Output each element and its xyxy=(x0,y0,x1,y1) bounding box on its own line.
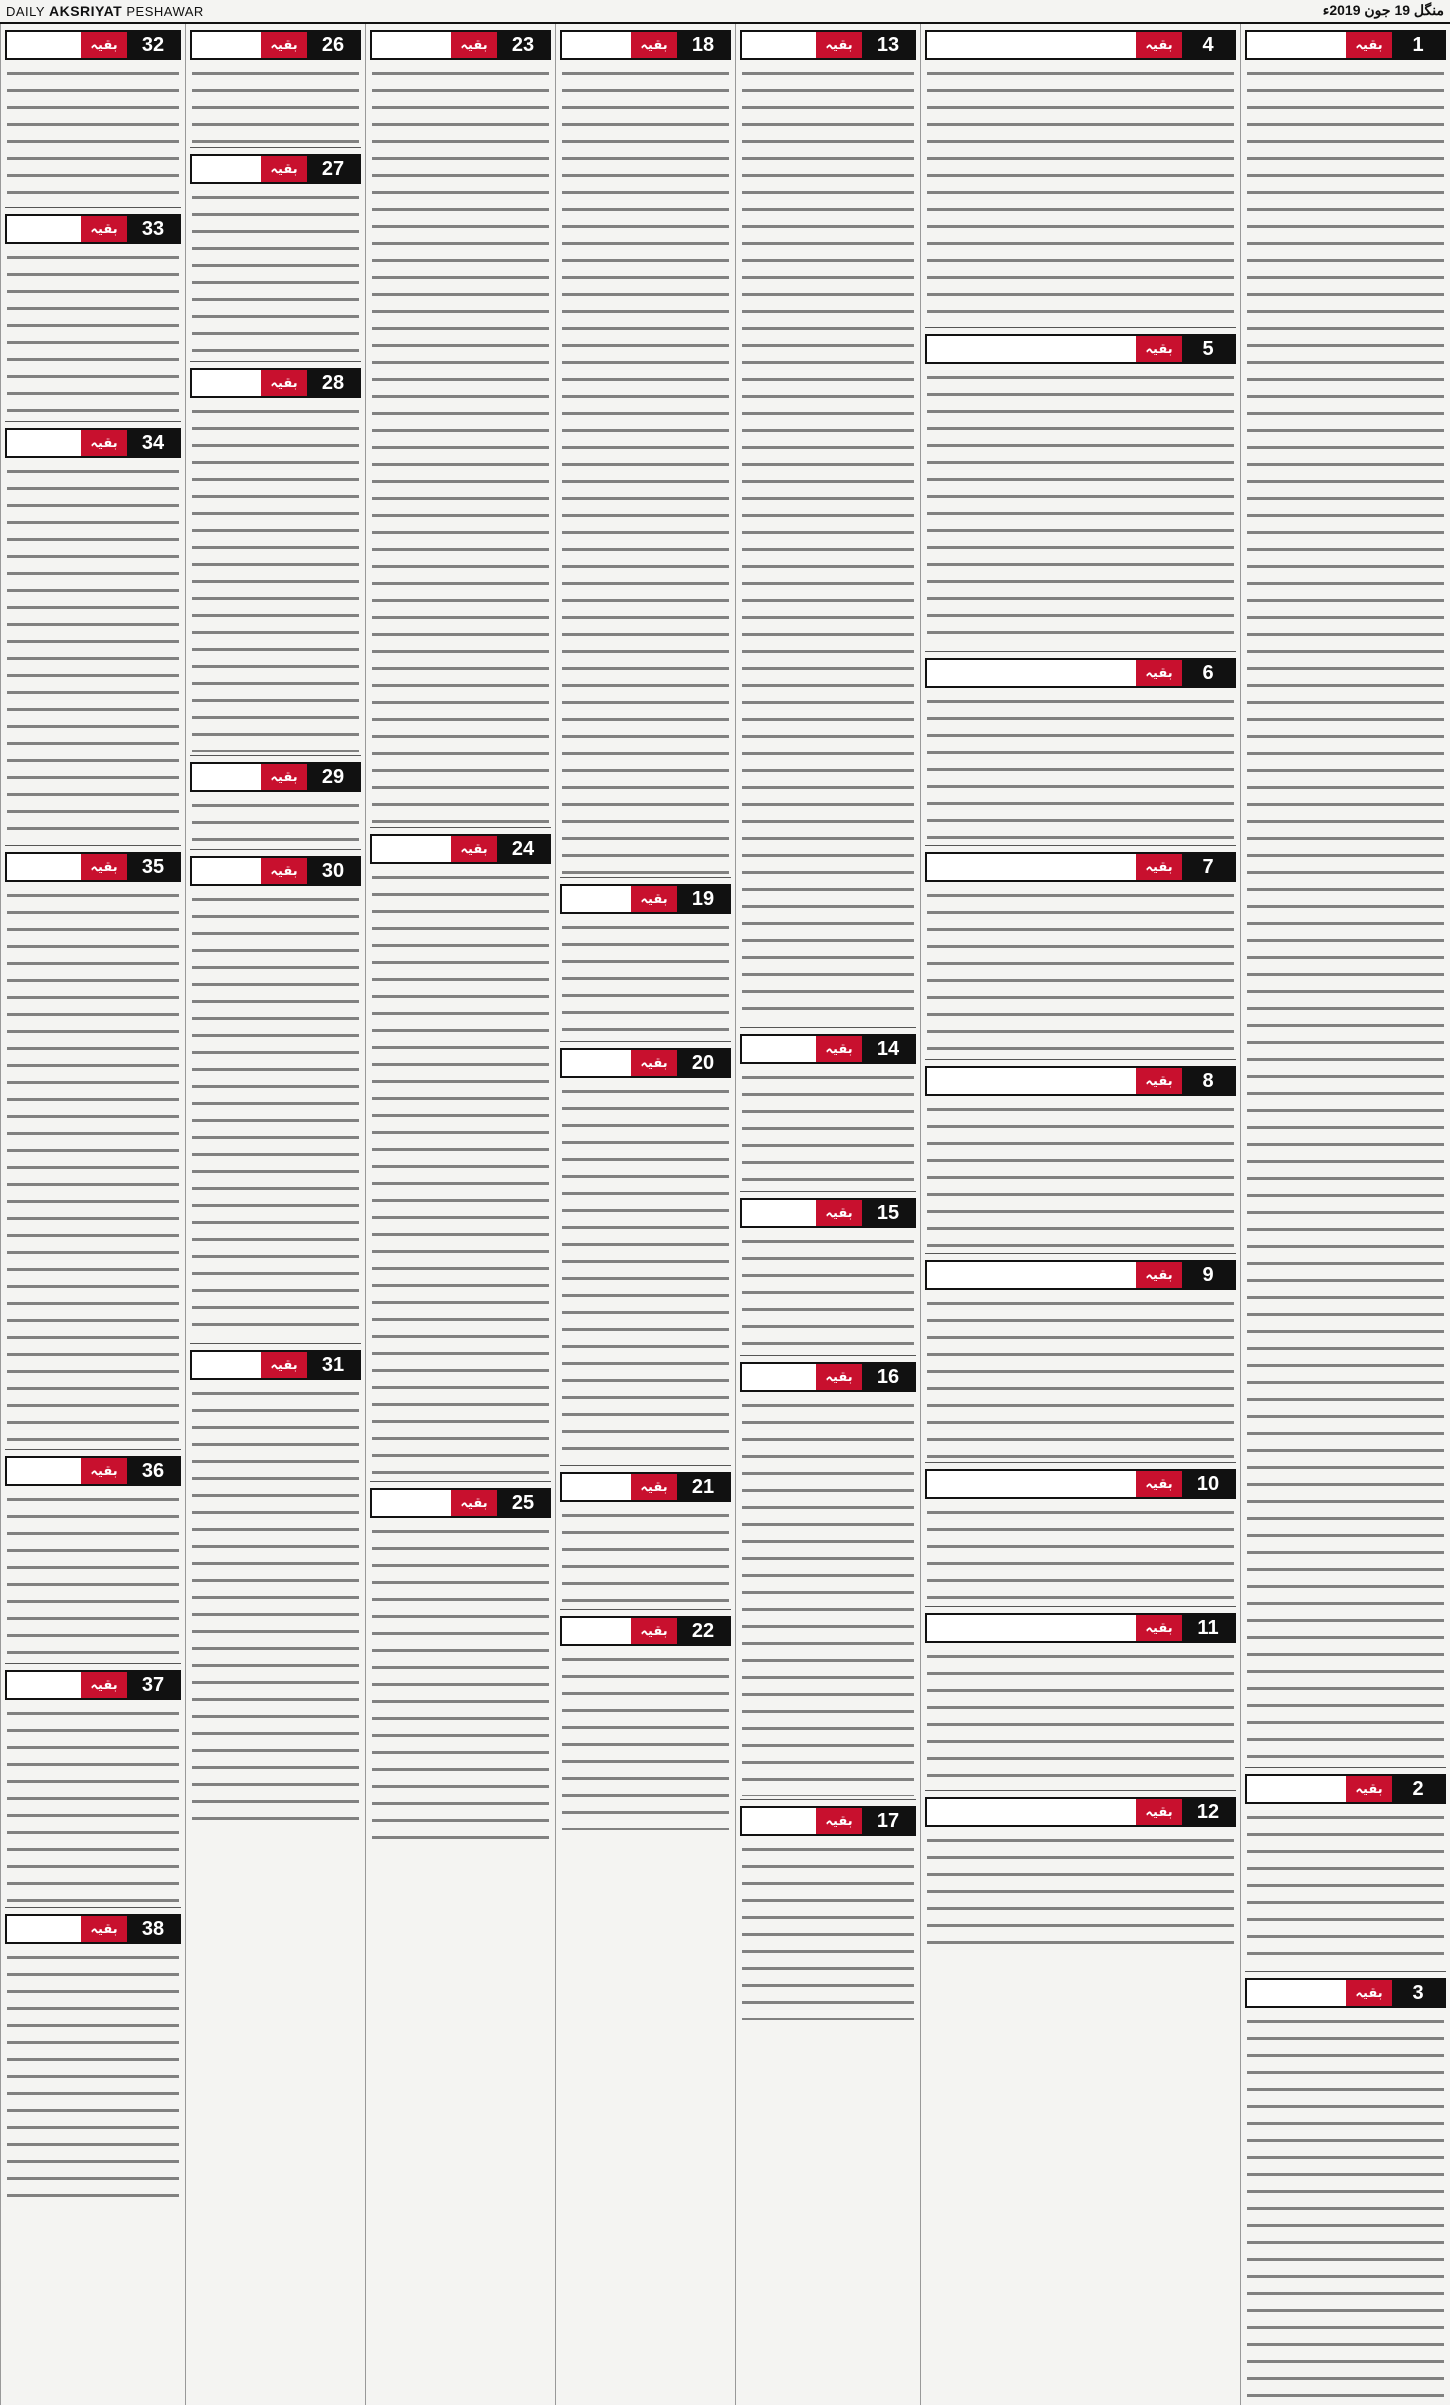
story-number: 11 xyxy=(1182,1615,1234,1641)
header-spacer xyxy=(742,1200,816,1226)
story-body-text xyxy=(927,368,1234,648)
continuation-header xyxy=(5,1456,181,1486)
header-spacer xyxy=(562,886,631,912)
story-7 xyxy=(921,852,1240,1056)
story-divider xyxy=(5,421,181,422)
story-number: 6 xyxy=(1182,660,1234,686)
continued-badge: بقیہ xyxy=(81,1672,127,1698)
header-spacer xyxy=(192,32,261,58)
story-body-text xyxy=(372,1522,549,1842)
column-5 xyxy=(365,24,555,2405)
continued-badge: بقیہ xyxy=(1136,1615,1182,1641)
story-body-text xyxy=(562,918,729,1038)
continued-badge: بقیہ xyxy=(451,836,497,862)
continuation-header xyxy=(5,428,181,458)
story-divider xyxy=(560,1609,731,1610)
story-9 xyxy=(921,1260,1240,1459)
story-19 xyxy=(556,884,735,1038)
story-divider xyxy=(5,207,181,208)
story-divider xyxy=(560,877,731,878)
story-number: 2 xyxy=(1392,1776,1444,1802)
story-10 xyxy=(921,1469,1240,1603)
story-number: 13 xyxy=(862,32,914,58)
story-divider xyxy=(190,1343,361,1344)
paper-city: PESHAWAR xyxy=(126,4,204,19)
story-body-text xyxy=(742,64,914,1024)
continued-badge: بقیہ xyxy=(631,32,677,58)
story-body-text xyxy=(562,1650,729,1830)
continuation-header xyxy=(370,834,551,864)
story-body-text xyxy=(192,1384,359,1824)
continued-badge: بقیہ xyxy=(631,1474,677,1500)
story-32 xyxy=(1,30,185,204)
continued-badge: بقیہ xyxy=(1136,660,1182,686)
story-body-text xyxy=(742,1068,914,1188)
header-spacer xyxy=(7,1672,81,1698)
continuation-header xyxy=(190,154,361,184)
story-body-text xyxy=(927,64,1234,324)
continuation-header xyxy=(740,1198,916,1228)
story-number: 36 xyxy=(127,1458,179,1484)
story-divider xyxy=(925,1790,1236,1791)
header-spacer xyxy=(562,1050,631,1076)
continued-badge: بقیہ xyxy=(631,1618,677,1644)
continuation-header xyxy=(190,30,361,60)
story-34 xyxy=(1,428,185,842)
continuation-header xyxy=(1245,1978,1446,2008)
story-divider xyxy=(925,327,1236,328)
story-2 xyxy=(1241,1774,1450,1968)
story-33 xyxy=(1,214,185,418)
header-spacer xyxy=(7,216,81,242)
story-8 xyxy=(921,1066,1240,1250)
masthead xyxy=(0,0,1450,24)
continued-badge: بقیہ xyxy=(1346,32,1392,58)
header-spacer xyxy=(1247,1980,1346,2006)
story-27 xyxy=(186,154,365,358)
column-7 xyxy=(0,24,185,2405)
story-38 xyxy=(1,1914,185,2208)
story-number: 17 xyxy=(862,1808,914,1834)
story-divider xyxy=(370,827,551,828)
continued-badge: بقیہ xyxy=(81,430,127,456)
continued-badge: بقیہ xyxy=(816,1808,862,1834)
story-16 xyxy=(736,1362,920,1796)
story-body-text xyxy=(1247,64,1444,1764)
story-number: 25 xyxy=(497,1490,549,1516)
story-number: 9 xyxy=(1182,1262,1234,1288)
column-1 xyxy=(1240,24,1450,2405)
story-divider xyxy=(560,1465,731,1466)
story-6 xyxy=(921,658,1240,842)
story-body-text xyxy=(7,248,179,418)
header-spacer xyxy=(927,854,1136,880)
continuation-header xyxy=(740,1362,916,1392)
continuation-header xyxy=(925,1613,1236,1643)
story-body-text xyxy=(192,796,359,846)
story-number: 32 xyxy=(127,32,179,58)
continued-badge: بقیہ xyxy=(261,32,307,58)
continuation-header xyxy=(560,884,731,914)
story-number: 1 xyxy=(1392,32,1444,58)
header-spacer xyxy=(927,336,1136,362)
header-spacer xyxy=(927,1471,1136,1497)
header-spacer xyxy=(742,1036,816,1062)
story-body-text xyxy=(927,886,1234,1056)
header-spacer xyxy=(562,1618,631,1644)
continuation-header xyxy=(560,30,731,60)
story-number: 28 xyxy=(307,370,359,396)
story-18 xyxy=(556,30,735,874)
story-body-text xyxy=(927,1503,1234,1603)
story-17 xyxy=(736,1806,920,2020)
story-body-text xyxy=(927,1100,1234,1250)
story-body-text xyxy=(927,1647,1234,1787)
story-body-text xyxy=(1247,2012,1444,2405)
story-number: 10 xyxy=(1182,1471,1234,1497)
story-body-text xyxy=(7,64,179,204)
newspaper-page xyxy=(0,24,1450,2405)
column-6 xyxy=(185,24,365,2405)
continuation-header xyxy=(370,1488,551,1518)
story-body-text xyxy=(7,886,179,1446)
story-25 xyxy=(366,1488,555,1842)
story-divider xyxy=(740,1799,916,1800)
story-number: 16 xyxy=(862,1364,914,1390)
story-body-text xyxy=(7,462,179,842)
story-13 xyxy=(736,30,920,1024)
story-body-text xyxy=(742,1396,914,1796)
story-divider xyxy=(925,845,1236,846)
header-spacer xyxy=(742,1364,816,1390)
story-number: 21 xyxy=(677,1474,729,1500)
story-body-text xyxy=(7,1490,179,1660)
header-spacer xyxy=(1247,1776,1346,1802)
continuation-header xyxy=(925,1469,1236,1499)
story-body-text xyxy=(192,64,359,144)
story-divider xyxy=(190,361,361,362)
continued-badge: بقیہ xyxy=(1346,1776,1392,1802)
header-spacer xyxy=(192,156,261,182)
continuation-header xyxy=(560,1616,731,1646)
continuation-header xyxy=(190,762,361,792)
story-divider xyxy=(5,845,181,846)
header-spacer xyxy=(7,430,81,456)
story-number: 3 xyxy=(1392,1980,1444,2006)
story-24 xyxy=(366,834,555,1478)
header-spacer xyxy=(562,1474,631,1500)
continuation-header xyxy=(1245,30,1446,60)
story-divider xyxy=(5,1907,181,1908)
story-divider xyxy=(925,1606,1236,1607)
story-35 xyxy=(1,852,185,1446)
story-number: 31 xyxy=(307,1352,359,1378)
story-number: 18 xyxy=(677,32,729,58)
story-divider xyxy=(190,755,361,756)
continued-badge: بقیہ xyxy=(1136,854,1182,880)
header-spacer xyxy=(7,1458,81,1484)
issue-date: منگل 19 جون 2019ء xyxy=(1322,2,1444,18)
story-body-text xyxy=(372,64,549,824)
continued-badge: بقیہ xyxy=(81,854,127,880)
story-11 xyxy=(921,1613,1240,1787)
paper-name xyxy=(6,3,204,19)
continuation-header xyxy=(190,368,361,398)
story-1 xyxy=(1241,30,1450,1764)
story-body-text xyxy=(7,1948,179,2208)
column-2 xyxy=(920,24,1240,2405)
header-spacer xyxy=(927,32,1136,58)
continuation-header xyxy=(5,1914,181,1944)
story-number: 22 xyxy=(677,1618,729,1644)
continued-badge: بقیہ xyxy=(81,32,127,58)
story-divider xyxy=(5,1663,181,1664)
story-number: 38 xyxy=(127,1916,179,1942)
story-number: 19 xyxy=(677,886,729,912)
story-body-text xyxy=(927,692,1234,842)
continuation-header xyxy=(5,30,181,60)
story-divider xyxy=(1245,1767,1446,1768)
story-4 xyxy=(921,30,1240,324)
continued-badge: بقیہ xyxy=(81,216,127,242)
continued-badge: بقیہ xyxy=(451,1490,497,1516)
story-divider xyxy=(740,1355,916,1356)
column-4 xyxy=(555,24,735,2405)
continued-badge: بقیہ xyxy=(631,1050,677,1076)
story-5 xyxy=(921,334,1240,648)
continuation-header xyxy=(190,856,361,886)
continuation-header xyxy=(5,214,181,244)
header-spacer xyxy=(192,1352,261,1378)
continued-badge: بقیہ xyxy=(631,886,677,912)
story-body-text xyxy=(562,1506,729,1606)
story-divider xyxy=(1245,1971,1446,1972)
story-number: 29 xyxy=(307,764,359,790)
story-body-text xyxy=(192,188,359,358)
header-spacer xyxy=(742,32,816,58)
story-number: 37 xyxy=(127,1672,179,1698)
header-spacer xyxy=(927,1615,1136,1641)
header-spacer xyxy=(927,1262,1136,1288)
header-spacer xyxy=(7,32,81,58)
continuation-header xyxy=(925,1066,1236,1096)
story-body-text xyxy=(192,890,359,1340)
story-14 xyxy=(736,1034,920,1188)
story-number: 5 xyxy=(1182,336,1234,362)
story-20 xyxy=(556,1048,735,1462)
header-spacer xyxy=(742,1808,816,1834)
story-number: 27 xyxy=(307,156,359,182)
continuation-header xyxy=(925,334,1236,364)
header-spacer xyxy=(372,836,451,862)
continued-badge: بقیہ xyxy=(816,1036,862,1062)
header-spacer xyxy=(192,764,261,790)
continued-badge: بقیہ xyxy=(816,32,862,58)
story-divider xyxy=(925,1462,1236,1463)
continuation-header xyxy=(560,1048,731,1078)
continuation-header xyxy=(925,852,1236,882)
story-body-text xyxy=(192,402,359,752)
continued-badge: بقیہ xyxy=(816,1200,862,1226)
continuation-header xyxy=(370,30,551,60)
continued-badge: بقیہ xyxy=(1136,1799,1182,1825)
story-21 xyxy=(556,1472,735,1606)
story-number: 7 xyxy=(1182,854,1234,880)
story-number: 4 xyxy=(1182,32,1234,58)
continued-badge: بقیہ xyxy=(81,1458,127,1484)
header-spacer xyxy=(372,32,451,58)
header-spacer xyxy=(7,854,81,880)
story-body-text xyxy=(742,1232,914,1352)
story-divider xyxy=(925,1253,1236,1254)
story-divider xyxy=(740,1027,916,1028)
story-number: 15 xyxy=(862,1200,914,1226)
continued-badge: بقیہ xyxy=(1136,336,1182,362)
header-spacer xyxy=(562,32,631,58)
continuation-header xyxy=(925,1797,1236,1827)
continued-badge: بقیہ xyxy=(81,1916,127,1942)
continued-badge: بقیہ xyxy=(261,1352,307,1378)
story-number: 24 xyxy=(497,836,549,862)
story-number: 35 xyxy=(127,854,179,880)
story-28 xyxy=(186,368,365,752)
header-spacer xyxy=(192,370,261,396)
continuation-header xyxy=(5,852,181,882)
header-spacer xyxy=(372,1490,451,1516)
story-number: 8 xyxy=(1182,1068,1234,1094)
header-spacer xyxy=(7,1916,81,1942)
continued-badge: بقیہ xyxy=(261,858,307,884)
continued-badge: بقیہ xyxy=(261,764,307,790)
paper-prefix: DAILY xyxy=(6,4,45,19)
story-number: 30 xyxy=(307,858,359,884)
continued-badge: بقیہ xyxy=(261,370,307,396)
story-36 xyxy=(1,1456,185,1660)
story-divider xyxy=(5,1449,181,1450)
continuation-header xyxy=(740,30,916,60)
header-spacer xyxy=(927,1068,1136,1094)
header-spacer xyxy=(1247,32,1346,58)
continuation-header xyxy=(925,1260,1236,1290)
story-29 xyxy=(186,762,365,846)
continuation-header xyxy=(560,1472,731,1502)
story-number: 26 xyxy=(307,32,359,58)
story-divider xyxy=(370,1481,551,1482)
continuation-header xyxy=(190,1350,361,1380)
story-body-text xyxy=(742,1840,914,2020)
story-body-text xyxy=(562,64,729,874)
story-26 xyxy=(186,30,365,144)
story-divider xyxy=(925,1059,1236,1060)
story-15 xyxy=(736,1198,920,1352)
story-22 xyxy=(556,1616,735,1830)
continuation-header xyxy=(1245,1774,1446,1804)
story-3 xyxy=(1241,1978,1450,2405)
continued-badge: بقیہ xyxy=(261,156,307,182)
story-number: 34 xyxy=(127,430,179,456)
story-30 xyxy=(186,856,365,1340)
story-body-text xyxy=(7,1704,179,1904)
story-body-text xyxy=(372,868,549,1478)
continuation-header xyxy=(740,1034,916,1064)
continued-badge: بقیہ xyxy=(1136,1262,1182,1288)
header-spacer xyxy=(927,1799,1136,1825)
story-divider xyxy=(190,849,361,850)
continued-badge: بقیہ xyxy=(1136,32,1182,58)
story-number: 12 xyxy=(1182,1799,1234,1825)
continuation-header xyxy=(5,1670,181,1700)
story-divider xyxy=(740,1191,916,1192)
continuation-header xyxy=(925,658,1236,688)
story-number: 14 xyxy=(862,1036,914,1062)
continued-badge: بقیہ xyxy=(1136,1068,1182,1094)
story-number: 20 xyxy=(677,1050,729,1076)
story-body-text xyxy=(927,1294,1234,1459)
story-12 xyxy=(921,1797,1240,1951)
header-spacer xyxy=(927,660,1136,686)
paper-title: AKSRIYAT xyxy=(49,3,123,19)
continued-badge: بقیہ xyxy=(1136,1471,1182,1497)
header-spacer xyxy=(192,858,261,884)
story-number: 23 xyxy=(497,32,549,58)
continuation-header xyxy=(740,1806,916,1836)
story-body-text xyxy=(562,1082,729,1462)
story-divider xyxy=(190,147,361,148)
story-23 xyxy=(366,30,555,824)
story-divider xyxy=(560,1041,731,1042)
column-3 xyxy=(735,24,920,2405)
story-31 xyxy=(186,1350,365,1824)
story-number: 33 xyxy=(127,216,179,242)
story-37 xyxy=(1,1670,185,1904)
continuation-header xyxy=(925,30,1236,60)
story-divider xyxy=(925,651,1236,652)
continued-badge: بقیہ xyxy=(451,32,497,58)
continued-badge: بقیہ xyxy=(1346,1980,1392,2006)
story-body-text xyxy=(927,1831,1234,1951)
story-body-text xyxy=(1247,1808,1444,1968)
continued-badge: بقیہ xyxy=(816,1364,862,1390)
